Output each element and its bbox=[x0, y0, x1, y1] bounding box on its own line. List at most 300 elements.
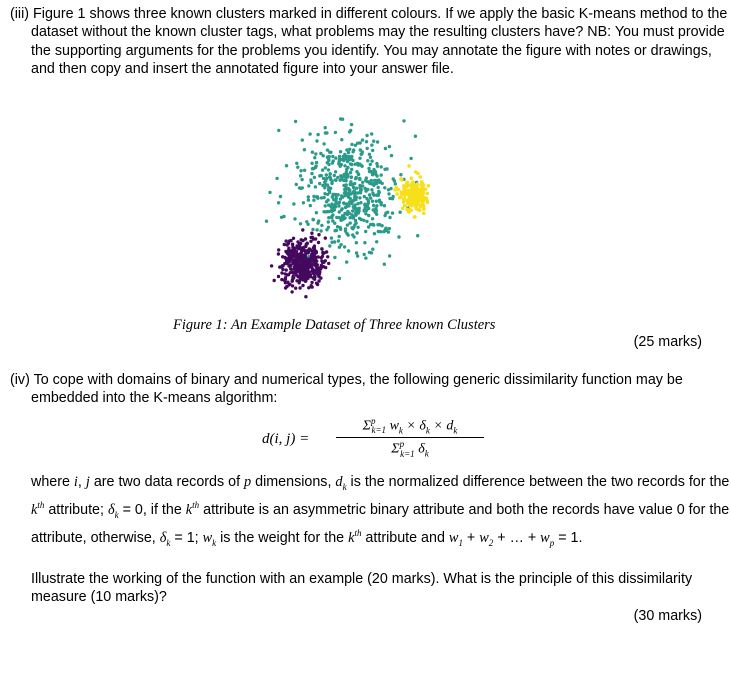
teal-point bbox=[318, 182, 321, 185]
teal-point bbox=[345, 232, 348, 235]
teal-point bbox=[301, 138, 304, 141]
teal-point bbox=[356, 202, 359, 205]
teal-point bbox=[377, 186, 380, 189]
purple-point bbox=[326, 255, 329, 258]
purple-point bbox=[298, 279, 301, 282]
teal-point bbox=[358, 196, 361, 199]
teal-point bbox=[324, 126, 327, 129]
purple-point bbox=[301, 273, 304, 276]
teal-point bbox=[349, 176, 352, 179]
teal-point bbox=[349, 183, 352, 186]
teal-point bbox=[330, 215, 333, 218]
teal-point bbox=[358, 177, 361, 180]
teal-point bbox=[334, 170, 337, 173]
teal-point bbox=[345, 260, 348, 263]
teal-point bbox=[386, 211, 389, 214]
teal-point bbox=[332, 159, 335, 162]
teal-point bbox=[376, 165, 379, 168]
teal-point bbox=[350, 168, 353, 171]
teal-point bbox=[306, 223, 309, 226]
yellow-point bbox=[403, 204, 407, 208]
purple-point bbox=[317, 279, 320, 282]
teal-point bbox=[344, 179, 347, 182]
teal-point bbox=[335, 197, 338, 200]
teal-point bbox=[333, 256, 336, 259]
teal-point bbox=[315, 139, 318, 142]
purple-point bbox=[324, 266, 327, 269]
teal-point bbox=[309, 204, 312, 207]
teal-point bbox=[333, 240, 336, 243]
teal-point bbox=[370, 179, 373, 182]
purple-point bbox=[313, 272, 316, 275]
purple-point bbox=[301, 284, 304, 287]
teal-point bbox=[285, 164, 288, 167]
teal-point bbox=[359, 201, 362, 204]
teal-point bbox=[329, 176, 332, 179]
teal-point bbox=[360, 165, 363, 168]
teal-point bbox=[387, 230, 390, 233]
purple-point bbox=[307, 263, 310, 266]
teal-point bbox=[279, 195, 282, 198]
teal-point bbox=[307, 195, 310, 198]
purple-point bbox=[327, 262, 330, 265]
teal-point bbox=[312, 218, 315, 221]
teal-point bbox=[352, 186, 355, 189]
teal-point bbox=[374, 170, 377, 173]
purple-point bbox=[289, 271, 292, 274]
yellow-point bbox=[420, 199, 424, 203]
yellow-point bbox=[409, 189, 413, 193]
teal-point bbox=[372, 140, 375, 143]
teal-point bbox=[375, 204, 378, 207]
purple-point bbox=[322, 261, 325, 264]
teal-point bbox=[346, 160, 349, 163]
teal-point bbox=[329, 172, 332, 175]
teal-point bbox=[298, 186, 301, 189]
teal-point bbox=[363, 208, 366, 211]
purple-point bbox=[273, 279, 276, 282]
teal-point bbox=[342, 217, 345, 220]
teal-point bbox=[325, 131, 328, 134]
purple-point bbox=[321, 252, 324, 255]
teal-point bbox=[355, 231, 358, 234]
purple-point bbox=[295, 262, 298, 265]
purple-point bbox=[289, 256, 292, 259]
purple-point bbox=[316, 268, 319, 271]
teal-point bbox=[348, 188, 351, 191]
yellow-point bbox=[418, 209, 422, 213]
teal-point bbox=[345, 148, 348, 151]
teal-point bbox=[366, 205, 369, 208]
teal-point bbox=[268, 191, 271, 194]
teal-point bbox=[369, 156, 372, 159]
teal-point bbox=[315, 211, 318, 214]
purple-point bbox=[319, 276, 322, 279]
purple-point bbox=[301, 228, 304, 231]
purple-point bbox=[287, 249, 290, 252]
teal-point bbox=[366, 159, 369, 162]
teal-point bbox=[345, 155, 348, 158]
teal-point bbox=[366, 147, 369, 150]
teal-point bbox=[351, 216, 354, 219]
teal-point bbox=[327, 220, 330, 223]
purple-point bbox=[291, 243, 294, 246]
teal-point bbox=[324, 210, 327, 213]
teal-point bbox=[307, 184, 310, 187]
purple-point bbox=[284, 281, 287, 284]
teal-point bbox=[327, 188, 330, 191]
teal-point bbox=[327, 168, 330, 171]
teal-point bbox=[295, 162, 298, 165]
teal-point bbox=[265, 220, 268, 223]
cluster-scatter-figure bbox=[250, 104, 450, 309]
teal-point bbox=[325, 228, 328, 231]
purple-point bbox=[302, 249, 305, 252]
teal-point bbox=[380, 201, 383, 204]
teal-point bbox=[330, 236, 333, 239]
teal-point bbox=[373, 232, 376, 235]
teal-point bbox=[339, 228, 342, 231]
question-iv-text: To cope with domains of binary and numerical types, the following generic dissimilarity function may be embedded into the K-means algorithm: bbox=[31, 372, 683, 407]
teal-point bbox=[363, 241, 366, 244]
purple-point bbox=[277, 248, 280, 251]
teal-point bbox=[295, 183, 298, 186]
teal-point bbox=[310, 181, 313, 184]
purple-point bbox=[310, 284, 313, 287]
teal-point bbox=[340, 208, 343, 211]
teal-point bbox=[355, 176, 358, 179]
teal-point bbox=[310, 162, 313, 165]
where-paragraph: where i, j are two data records of p dimensions, $d_k$ is the normalized difference between the two records for the $k^{th}$ attribute; $\delta_k = 0$, if the $k^{th}$ attribute is an asymmetric binary attribute and both the records have value 0 for the attribute, otherwise, $\delta_k = 1$; $w_k$ is the weight for the $k^{th}$ attribute and $w_1 + w_2$ + … + $w_p = 1$. bbox=[31, 474, 730, 548]
purple-point bbox=[277, 252, 280, 255]
question-iii-label: (iii) bbox=[10, 6, 30, 22]
teal-point bbox=[342, 157, 345, 160]
teal-point bbox=[355, 187, 358, 190]
teal-point bbox=[339, 117, 342, 120]
teal-point bbox=[364, 256, 367, 259]
teal-point bbox=[323, 186, 326, 189]
purple-point bbox=[314, 237, 317, 240]
purple-point bbox=[285, 268, 288, 271]
yellow-point bbox=[415, 207, 419, 211]
teal-point bbox=[316, 133, 319, 136]
teal-point bbox=[337, 239, 340, 242]
teal-point bbox=[399, 173, 402, 176]
yellow-point bbox=[407, 164, 411, 168]
teal-point bbox=[338, 246, 341, 249]
yellow-point bbox=[424, 188, 428, 192]
teal-point bbox=[359, 188, 362, 191]
teal-point bbox=[302, 201, 305, 204]
teal-point bbox=[334, 193, 337, 196]
teal-point bbox=[322, 142, 325, 145]
teal-point bbox=[346, 166, 349, 169]
teal-point bbox=[316, 197, 319, 200]
teal-point bbox=[296, 166, 299, 169]
teal-point bbox=[333, 174, 336, 177]
purple-point bbox=[317, 241, 320, 244]
formula-numerator: $\Sigma^p_{k=1}$ $w_k \times \delta_k \times d_k$ bbox=[362, 416, 458, 436]
teal-point bbox=[371, 223, 374, 226]
yellow-point bbox=[419, 183, 423, 187]
purple-point bbox=[277, 275, 280, 278]
purple-point bbox=[324, 236, 327, 239]
teal-point bbox=[327, 158, 330, 161]
teal-point bbox=[313, 156, 316, 159]
teal-point bbox=[350, 157, 353, 160]
teal-point bbox=[360, 218, 363, 221]
purple-point bbox=[292, 249, 295, 252]
teal-point bbox=[361, 184, 364, 187]
teal-point bbox=[380, 165, 383, 168]
teal-point bbox=[320, 224, 323, 227]
figure-caption: Figure 1: An Example Dataset of Three known Clusters bbox=[173, 317, 496, 333]
teal-point bbox=[336, 225, 339, 228]
yellow-point bbox=[425, 197, 429, 201]
purple-point bbox=[290, 290, 293, 293]
teal-point bbox=[333, 222, 336, 225]
yellow-point bbox=[399, 177, 403, 181]
teal-point bbox=[343, 245, 346, 248]
yellow-point bbox=[395, 192, 399, 196]
teal-point bbox=[311, 228, 314, 231]
teal-point bbox=[388, 145, 391, 148]
question-iv bbox=[10, 371, 731, 408]
teal-point bbox=[360, 153, 363, 156]
teal-point bbox=[387, 192, 390, 195]
purple-point bbox=[321, 255, 324, 258]
teal-point bbox=[315, 228, 318, 231]
yellow-point bbox=[417, 199, 421, 203]
purple-point bbox=[281, 268, 284, 271]
teal-point bbox=[397, 235, 400, 238]
teal-point bbox=[314, 152, 317, 155]
teal-point bbox=[416, 234, 419, 237]
teal-point bbox=[324, 179, 327, 182]
teal-point bbox=[310, 172, 313, 175]
purple-point bbox=[285, 261, 288, 264]
teal-point bbox=[346, 223, 349, 226]
teal-point bbox=[376, 181, 379, 184]
teal-point bbox=[315, 161, 318, 164]
teal-point bbox=[391, 195, 394, 198]
illustrate-paragraph: Illustrate the working of the function with an example (20 marks). What is the principle of this dissimilarity measure (10 marks)? bbox=[31, 571, 693, 606]
formula-fraction bbox=[336, 416, 484, 459]
teal-point bbox=[337, 204, 340, 207]
formula-fraction-bar bbox=[336, 437, 484, 438]
teal-point bbox=[321, 168, 324, 171]
teal-point bbox=[356, 162, 359, 165]
teal-point bbox=[368, 193, 371, 196]
teal-point bbox=[370, 132, 373, 135]
question-iii-marks: (25 marks) bbox=[633, 334, 702, 350]
teal-point bbox=[370, 143, 373, 146]
teal-point bbox=[376, 140, 379, 143]
purple-point bbox=[317, 273, 320, 276]
purple-point bbox=[295, 279, 298, 282]
teal-point bbox=[319, 229, 322, 232]
teal-point bbox=[303, 148, 306, 151]
yellow-point bbox=[402, 187, 406, 191]
purple-point bbox=[285, 239, 288, 242]
purple-point bbox=[281, 255, 284, 258]
purple-point bbox=[312, 258, 315, 261]
teal-point bbox=[364, 212, 367, 215]
purple-point bbox=[284, 276, 287, 279]
teal-point bbox=[356, 254, 359, 257]
teal-point bbox=[327, 216, 330, 219]
teal-point bbox=[324, 204, 327, 207]
teal-point bbox=[387, 188, 390, 191]
teal-point bbox=[367, 199, 370, 202]
purple-point bbox=[285, 243, 288, 246]
teal-point bbox=[375, 174, 378, 177]
purple-point bbox=[309, 240, 312, 243]
purple-point bbox=[286, 257, 289, 260]
teal-point bbox=[334, 202, 337, 205]
teal-point bbox=[299, 174, 302, 177]
teal-point bbox=[300, 178, 303, 181]
teal-point bbox=[364, 230, 367, 233]
yellow-point bbox=[425, 192, 429, 196]
teal-point bbox=[328, 151, 331, 154]
teal-point bbox=[349, 197, 352, 200]
purple-point bbox=[304, 295, 307, 298]
teal-point bbox=[323, 192, 326, 195]
teal-point bbox=[349, 171, 352, 174]
purple-point bbox=[309, 248, 312, 251]
teal-point bbox=[326, 183, 329, 186]
purple-point bbox=[280, 271, 283, 274]
purple-point bbox=[300, 238, 303, 241]
teal-point bbox=[355, 251, 358, 254]
yellow-point bbox=[402, 200, 406, 204]
teal-point bbox=[358, 157, 361, 160]
yellow-point bbox=[395, 186, 399, 190]
teal-point bbox=[363, 253, 366, 256]
teal-point bbox=[348, 200, 351, 203]
teal-point bbox=[398, 211, 401, 214]
teal-point bbox=[320, 196, 323, 199]
teal-point bbox=[385, 167, 388, 170]
teal-point bbox=[324, 166, 327, 169]
teal-point bbox=[365, 134, 368, 137]
purple-point bbox=[291, 252, 294, 255]
question-iv-label: (iv) bbox=[10, 372, 30, 388]
teal-point bbox=[384, 227, 387, 230]
teal-point bbox=[370, 188, 373, 191]
teal-point bbox=[390, 154, 393, 157]
purple-point bbox=[310, 281, 313, 284]
teal-point bbox=[322, 177, 325, 180]
question-iv-marks: (30 marks) bbox=[633, 608, 702, 624]
teal-point bbox=[349, 162, 352, 165]
teal-point bbox=[388, 216, 391, 219]
teal-point bbox=[388, 227, 391, 230]
teal-point bbox=[367, 225, 370, 228]
teal-point bbox=[357, 172, 360, 175]
yellow-point bbox=[426, 201, 430, 205]
teal-point bbox=[352, 235, 355, 238]
teal-point bbox=[339, 150, 342, 153]
purple-point bbox=[312, 246, 315, 249]
teal-point bbox=[380, 224, 383, 227]
purple-point bbox=[294, 265, 297, 268]
purple-point bbox=[304, 276, 307, 279]
teal-point bbox=[372, 204, 375, 207]
yellow-point bbox=[419, 205, 423, 209]
purple-point bbox=[313, 263, 316, 266]
teal-point bbox=[369, 196, 372, 199]
purple-point bbox=[315, 250, 318, 253]
teal-point bbox=[333, 229, 336, 232]
teal-point bbox=[340, 138, 343, 141]
teal-point bbox=[320, 174, 323, 177]
teal-point bbox=[303, 169, 306, 172]
teal-point bbox=[316, 221, 319, 224]
teal-point bbox=[373, 179, 376, 182]
purple-point bbox=[298, 245, 301, 248]
purple-point bbox=[317, 233, 320, 236]
teal-point bbox=[361, 138, 364, 141]
teal-point bbox=[365, 140, 368, 143]
teal-point bbox=[351, 150, 354, 153]
purple-point bbox=[298, 252, 301, 255]
purple-point bbox=[284, 286, 287, 289]
purple-point bbox=[305, 251, 308, 254]
teal-point bbox=[344, 189, 347, 192]
teal-point bbox=[299, 169, 302, 172]
purple-point bbox=[278, 265, 281, 268]
teal-point bbox=[344, 227, 347, 230]
purple-point bbox=[292, 262, 295, 265]
yellow-point bbox=[406, 184, 410, 188]
teal-point bbox=[342, 175, 345, 178]
yellow-point bbox=[411, 180, 415, 184]
teal-point bbox=[326, 161, 329, 164]
purple-point bbox=[298, 286, 301, 289]
yellow-point bbox=[405, 199, 409, 203]
teal-point bbox=[346, 174, 349, 177]
purple-point bbox=[287, 283, 290, 286]
teal-point bbox=[388, 254, 391, 257]
yellow-point bbox=[422, 211, 426, 215]
teal-point bbox=[328, 244, 331, 247]
purple-point bbox=[305, 243, 308, 246]
teal-point bbox=[359, 148, 362, 151]
teal-point bbox=[383, 186, 386, 189]
teal-point bbox=[294, 120, 297, 123]
teal-point bbox=[361, 181, 364, 184]
purple-point bbox=[284, 272, 287, 275]
teal-point bbox=[340, 194, 343, 197]
teal-point bbox=[375, 200, 378, 203]
teal-point bbox=[325, 200, 328, 203]
teal-point bbox=[338, 277, 341, 280]
teal-point bbox=[355, 241, 358, 244]
purple-point bbox=[325, 250, 328, 253]
teal-point bbox=[371, 217, 374, 220]
teal-point bbox=[327, 203, 330, 206]
purple-point bbox=[287, 264, 290, 267]
formula-lhs: d(i, j) = bbox=[262, 431, 310, 447]
teal-point bbox=[314, 185, 317, 188]
teal-point bbox=[331, 179, 334, 182]
teal-point bbox=[383, 263, 386, 266]
teal-point bbox=[363, 203, 366, 206]
teal-point bbox=[371, 200, 374, 203]
teal-point bbox=[349, 221, 352, 224]
